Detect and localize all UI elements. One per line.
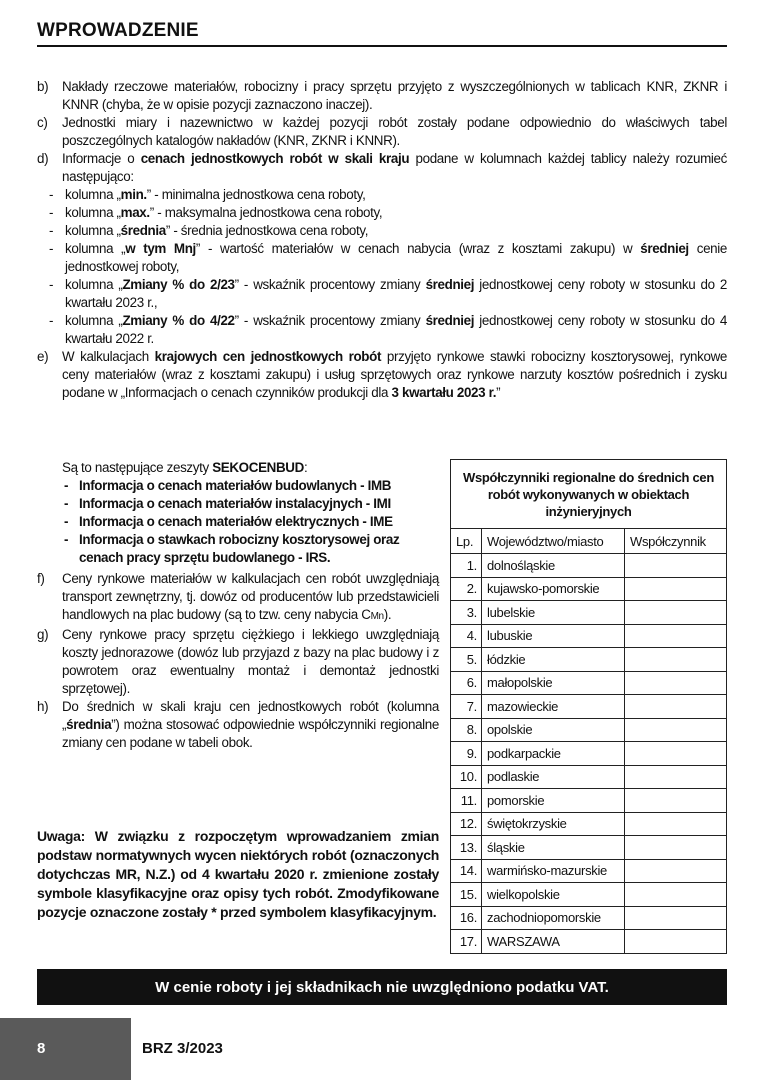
row-region: lubuskie [482,624,625,648]
item-g [37,626,439,698]
row-region: dolnośląskie [482,554,625,578]
item-b [37,78,727,114]
header-lp: Lp. [451,529,482,554]
zeszyty-intro-text: Są to następujące zeszyty [62,460,213,475]
row-lp: 4. [451,624,482,648]
zeszyt-text: Informacja o cenach materiałów elektrycznych - IME [79,514,393,529]
row-factor [625,930,727,954]
table-header-row [451,529,727,554]
table-row [451,742,727,766]
row-factor [625,836,727,860]
row-region: śląskie [482,836,625,860]
column-bold: max. [120,205,150,220]
column-text: ” - średnia jednostkowa cena roboty, [165,223,369,238]
row-factor [625,742,727,766]
row-region: WARSZAWA [482,930,625,954]
column-mnj: - kolumna „w tym Mnj” - wartość materiałów w cenach nabycia (wraz z kosztami zakupu) w średniej cenie jednostkowej roboty, [49,241,727,274]
row-region: opolskie [482,718,625,742]
column-text: ” - wskaźnik procentowy zmiany [234,313,426,328]
zeszyt-text: Informacja o cenach materiałów budowlanych - IMB [79,478,392,493]
item-bold-text: 3 kwartału 2023 r. [391,385,497,400]
item-text: Ceny rynkowe materiałów w kalkulacjach cen robót uwzględniają transport zewnętrzny, tj. dowóz od producentów lub przedstawicieli handlowych na plac budowy (są to tzw. ceny nabycia C [62,571,439,622]
column-text: jednostkowej ceny roboty w stosunku do 4 kwartału 2022 r. [65,313,727,346]
row-region: podkarpackie [482,742,625,766]
row-factor [625,695,727,719]
row-region: łódzkie [482,648,625,672]
table-caption: Współczynniki regionalne do średnich cen robót wykonywanych w obiektach inżynieryjnych [451,460,727,529]
item-label: g) [37,627,49,642]
column-bold: średnia [120,223,166,238]
item-d [37,150,727,186]
zeszyt-text: Informacja o cenach materiałów instalacyjnych - IMI [79,496,391,511]
item-e [37,348,727,402]
item-label: c) [37,115,48,130]
row-factor [625,812,727,836]
zeszyt-text: Informacja o stawkach robocizny kosztorysowej oraz cenach pracy sprzętu budowlanego - IRS. [79,532,400,565]
intro-text-upper [37,78,727,402]
item-f [37,570,439,626]
row-lp: 1. [451,554,482,578]
column-bold: średniej [640,241,689,256]
column-text: kolumna „ [65,313,123,328]
row-factor [625,624,727,648]
vat-banner: W cenie roboty i jej składnikach nie uwzględniono podatku VAT. [37,969,727,1005]
zeszyt-imi: - Informacja o cenach materiałów instalacyjnych - IMI [64,496,391,511]
column-min: - kolumna „min.” - minimalna jednostkowa cena roboty, [49,187,366,202]
row-region: wielkopolskie [482,883,625,907]
zeszyt-imb: - Informacja o cenach materiałów budowlanych - IMB [64,478,392,493]
zeszyty-intro-end: : [303,460,308,475]
row-lp: 11. [451,789,482,813]
page-number: 8 [37,1040,46,1057]
item-text: ). [383,607,392,622]
table-row [451,695,727,719]
row-lp: 6. [451,671,482,695]
row-region: lubelskie [482,601,625,625]
item-bold-text: średnia [66,717,112,732]
item-label: d) [37,151,49,166]
row-factor [625,859,727,883]
table-row [451,906,727,930]
row-lp: 2. [451,577,482,601]
uwaga-note: Uwaga: W związku z rozpoczętym wprowadzaniem zmian podstaw normatywnych wycen niektórych robót (oznaczonych dotychczas MR, N.Z.) od 4 kwartału 2020 r. zmienione zostały symbole klasyfikacyjne oraz opisy tych robót. Zmodyfikowane pozycje oznaczone zostały * przed symbolem klasyfikacyjnym. [37,828,439,920]
row-region: podlaskie [482,765,625,789]
column-text: ” - wskaźnik procentowy zmiany [234,277,426,292]
row-lp: 3. [451,601,482,625]
column-zmiany-4-22: - kolumna „Zmiany % do 4/22” - wskaźnik procentowy zmiany średniej jednostkowej ceny roboty w stosunku do 4 kwartału 2022 r. [49,313,727,346]
column-bold: Zmiany % do 4/22 [122,313,235,328]
table-row [451,648,727,672]
item-text: W kalkulacjach [62,349,155,364]
row-lp: 9. [451,742,482,766]
row-region: warmińsko-mazurskie [482,859,625,883]
header-factor: Współczynnik [625,529,727,554]
column-text: kolumna „ [65,223,121,238]
item-subscript: Mn [370,611,384,622]
regional-coefficients-table [450,459,727,954]
row-region: kujawsko-pomorskie [482,577,625,601]
item-text: przyjęto rynkowe stawki robocizny kosztorysowej, rynkowe ceny materiałów (wraz z kosztami zakupu) i usług sprzętowych oraz rynkowe narzuty kosztów pośrednich i zysku podane w „Informacjach o cenach czynników produkcji dla [62,349,728,400]
row-lp: 7. [451,695,482,719]
column-text: ” - maksymalna jednostkowa cena roboty, [149,205,383,220]
column-bold: w tym Mnj [125,241,196,256]
column-text: kolumna „ [65,205,121,220]
table-row [451,671,727,695]
row-factor [625,789,727,813]
table-row [451,624,727,648]
row-region: zachodniopomorskie [482,906,625,930]
zeszyt-irs: - Informacja o stawkach robocizny kosztorysowej oraz cenach pracy sprzętu budowlanego - IRS. [64,532,400,565]
item-text: Jednostki miary i nazewnictwo w każdej pozycji robót zostały podane odpowiednio do właściwych tabel poszczególnych katalogów nakładów (KNR, ZKNR i KNNR). [62,115,727,148]
zeszyty-intro [37,459,439,477]
row-factor [625,577,727,601]
row-region: mazowieckie [482,695,625,719]
item-text: Ceny rynkowe pracy sprzętu ciężkiego i lekkiego uwzględniają koszty jednorazowe (dowóz lub przyjazd z bazy na plac budowy i z powrotem oraz ewentualny montaż i demontaż jednostki sprzętowej). [62,627,439,696]
column-text: ” - wartość materiałów w cenach nabycia (wraz z kosztami zakupu) w [195,241,641,256]
zeszyt-ime: - Informacja o cenach materiałów elektrycznych - IME [64,514,393,529]
row-factor [625,554,727,578]
row-factor [625,648,727,672]
column-text: ” - minimalna jednostkowa cena roboty, [146,187,366,202]
item-text: ” [496,385,501,400]
row-lp: 8. [451,718,482,742]
title-rule [37,45,727,47]
column-srednia: - kolumna „średnia” - średnia jednostkowa cena roboty, [49,223,369,238]
row-lp: 14. [451,859,482,883]
item-h [37,698,439,752]
row-region: świętokrzyskie [482,812,625,836]
column-text: cenie jednostkowej roboty, [65,241,727,274]
row-lp: 12. [451,812,482,836]
column-bold: Zmiany % do 2/23 [122,277,235,292]
column-text: jednostkowej ceny roboty w stosunku do 2 kwartału 2023 r., [65,277,727,310]
item-label: f) [37,571,45,586]
column-text: kolumna „ [65,187,121,202]
issue-label: BRZ 3/2023 [142,1040,223,1057]
page-title: WPROWADZENIE [37,20,199,41]
row-factor [625,671,727,695]
item-label: b) [37,79,49,94]
table-row [451,718,727,742]
column-text: kolumna „ [65,241,126,256]
item-text: Nakłady rzeczowe materiałów, robocizny i pracy sprzętu przyjęto z wyszczególnionych w tablicach KNR, ZKNR i KNNR (chyba, że w opisie pozycji zaznaczono inaczej). [62,79,727,112]
row-region: małopolskie [482,671,625,695]
table-row [451,601,727,625]
row-factor [625,765,727,789]
item-label: h) [37,699,49,714]
item-bold-text: krajowych cen jednostkowych robót [154,349,382,364]
column-text: kolumna „ [65,277,123,292]
table-row [451,859,727,883]
column-bold: min. [120,187,147,202]
row-lp: 16. [451,906,482,930]
item-c [37,114,727,150]
row-lp: 15. [451,883,482,907]
footer-box [0,1018,131,1080]
table-row [451,765,727,789]
row-factor [625,906,727,930]
item-text: Do średnich w skali kraju cen jednostkowych robót (kolumna „ [62,699,439,732]
table-row [451,930,727,954]
item-text: ”) można stosować odpowiednie współczynniki regionalne zmiany cen podane w tabeli obok. [62,717,439,750]
column-max: - kolumna „max.” - maksymalna jednostkowa cena roboty, [49,205,383,220]
item-label: e) [37,349,49,364]
header-region: Województwo/miasto [482,529,625,554]
row-lp: 17. [451,930,482,954]
row-region: pomorskie [482,789,625,813]
table-caption-row [451,460,727,529]
column-bold: średniej [425,313,475,328]
item-bold-text: cenach jednostkowych robót w skali kraju [140,151,410,166]
row-factor [625,883,727,907]
row-factor [625,718,727,742]
table-row [451,883,727,907]
table-row [451,812,727,836]
table-body [451,554,727,954]
column-zmiany-2-23: - kolumna „Zmiany % do 2/23” - wskaźnik procentowy zmiany średniej jednostkowej ceny roboty w stosunku do 2 kwartału 2023 r., [49,277,727,310]
row-lp: 5. [451,648,482,672]
column-bold: średniej [425,277,475,292]
row-factor [625,601,727,625]
zeszyty-intro-bold: SEKOCENBUD [212,460,304,475]
table-row [451,789,727,813]
table-row [451,836,727,860]
item-text: podane w kolumnach każdej tablicy należy rozumieć następująco: [62,151,727,184]
intro-text-lower [37,459,439,752]
table-row [451,554,727,578]
table-row [451,577,727,601]
row-lp: 10. [451,765,482,789]
item-text: Informacje o [62,151,141,166]
row-lp: 13. [451,836,482,860]
